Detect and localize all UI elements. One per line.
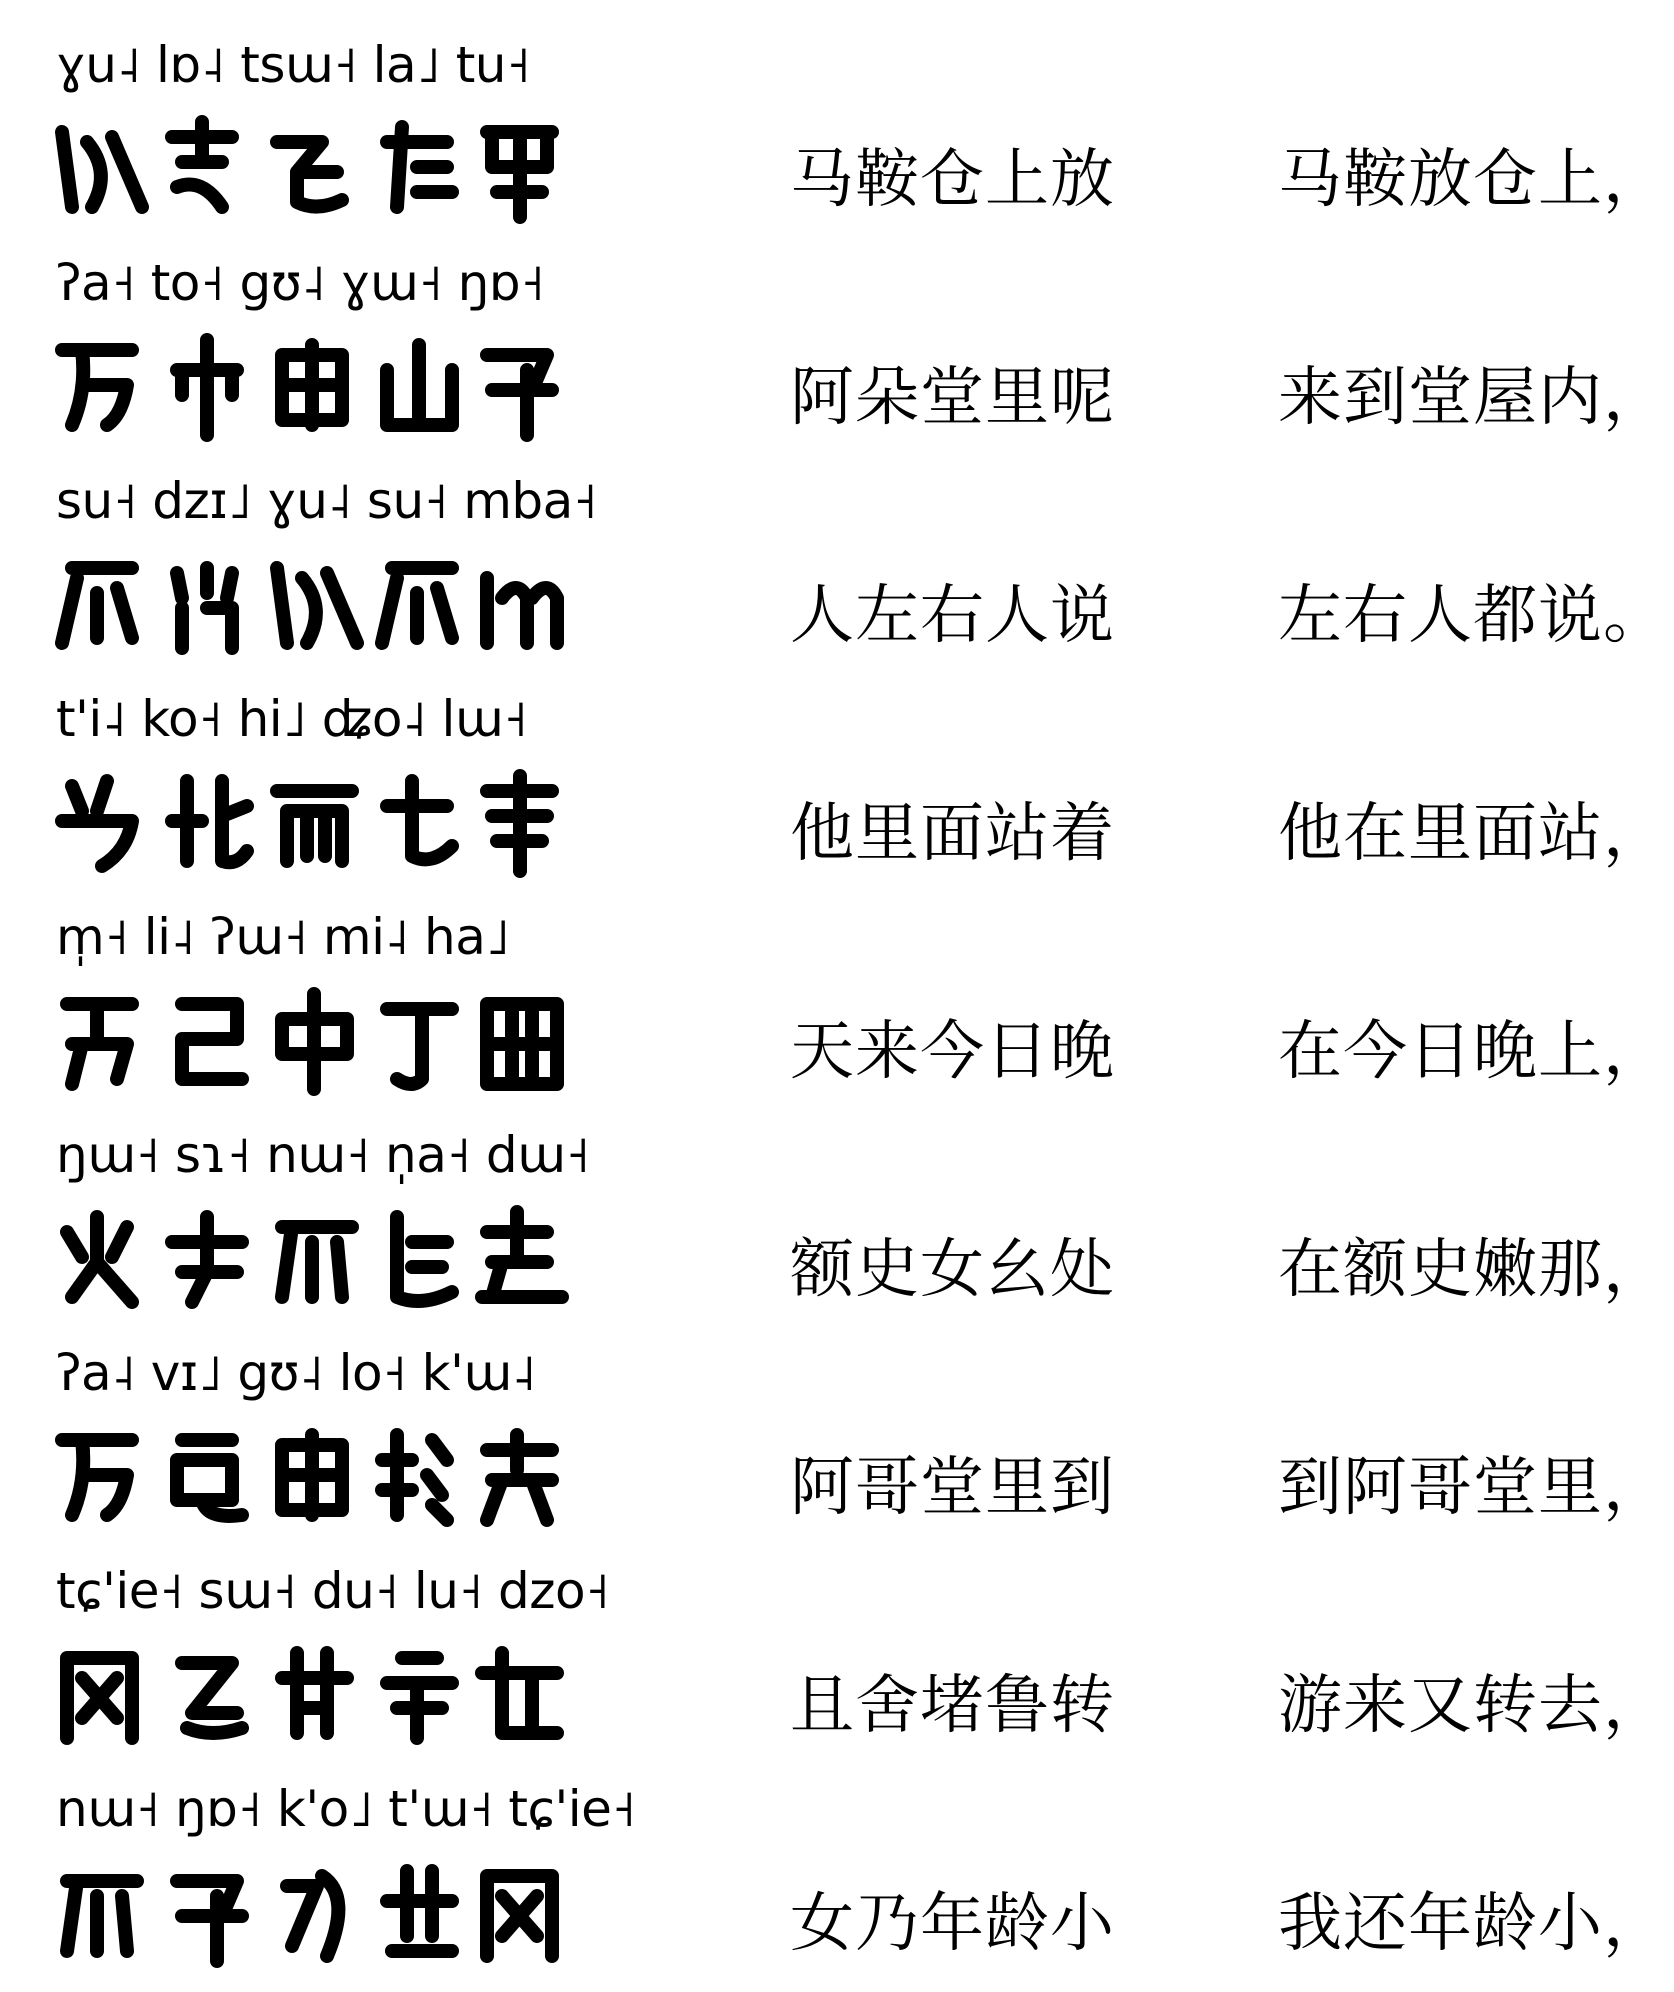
yi-glyph [177,568,232,648]
yi-glyph [172,1217,242,1302]
free-translation: 马鞍放仓上， [1278,143,1668,217]
literal-gloss: 人左右人说 [790,579,1115,653]
yi-glyph [177,1881,242,1961]
verse-line-7 [0,1338,1674,1556]
literal-gloss: 他里面站着 [790,797,1115,871]
yi-glyph [277,142,342,207]
yi-glyph [177,1440,242,1516]
literal-gloss: 天来今日晚 [790,1015,1115,1089]
verse-line-9 [0,1774,1674,1992]
verse-line-2 [0,248,1674,466]
yi-glyph [487,1004,557,1084]
yi-script-glyphs [52,112,612,232]
yi-glyph [282,1435,342,1515]
literal-gloss: 且舍堵鲁转 [790,1669,1115,1743]
ipa-transcription: ʔa˧ to˧ gʊ˨ ɣɯ˧ ŋɒ˧ [56,254,545,312]
yi-glyph [382,568,452,643]
yi-script-glyphs [52,330,612,450]
verse-line-5 [0,902,1674,1120]
yi-glyph [67,1881,137,1951]
yi-glyph [172,122,232,207]
yi-glyph [282,994,347,1089]
yi-glyph [387,781,452,859]
free-translation: 我还年龄小， [1278,1887,1668,1961]
literal-gloss: 阿朵堂里呢 [790,361,1115,435]
yi-glyph [177,340,237,435]
yi-glyph [482,1653,557,1733]
verse-line-4 [0,684,1674,902]
free-translation: 游来又转去， [1278,1669,1668,1743]
literal-gloss: 马鞍仓上放 [790,143,1115,217]
ipa-transcription: m̩˧ li˨ ʔɯ˧ mi˨ ha˩ [56,908,510,966]
yi-glyph [487,578,557,643]
yi-glyph [67,1004,132,1084]
yi-glyph [382,1435,447,1520]
ipa-transcription: ʔa˨ vɪ˩ gʊ˨ lo˧ k'ɯ˨ [56,1344,536,1402]
yi-script-glyphs [52,984,612,1104]
verse-line-1 [0,30,1674,248]
yi-script-glyphs [52,548,612,668]
literal-gloss: 额史女幺处 [790,1233,1115,1307]
yi-glyph [287,1876,338,1956]
ipa-transcription: su˧ dzɪ˩ ɣu˨ su˧ mba˧ [56,472,597,530]
yi-glyph [277,791,352,861]
yi-glyph [277,568,357,643]
yi-glyph [387,345,452,425]
free-translation: 在今日晚上， [1278,1015,1668,1089]
yi-script-glyphs [52,1202,612,1322]
yi-script-glyphs [52,766,612,886]
free-translation: 到阿哥堂里， [1278,1451,1668,1525]
ipa-transcription: ŋɯ˧ sɿ˧ nɯ˧ n̩a˧ dɯ˧ [56,1126,590,1184]
literal-gloss: 阿哥堂里到 [790,1451,1115,1525]
literal-gloss: 女乃年龄小 [790,1887,1115,1961]
yi-glyph [282,1227,352,1297]
yi-glyph [62,568,132,643]
verse-line-3 [0,466,1674,684]
ipa-transcription: nɯ˧ ŋɒ˧ k'o˩ t'ɯ˧ tɕ'ie˧ [56,1780,636,1838]
yi-script-glyphs [52,1420,612,1540]
ipa-transcription: tɕ'ie˧ sɯ˧ du˧ lu˧ dzo˧ [56,1562,610,1620]
yi-glyph [487,1435,552,1520]
yi-glyph [62,132,142,207]
yi-glyph [487,132,552,217]
yi-glyph [482,1212,562,1297]
ipa-transcription: ɣu˨ lɒ˨ tsɯ˧ la˩ tu˧ [56,36,531,94]
yi-glyph [397,1217,452,1301]
yi-glyph [62,350,132,425]
yi-glyph [67,1658,132,1738]
yi-glyph [62,1440,132,1515]
free-translation: 来到堂屋内， [1278,361,1668,435]
yi-glyph [62,781,132,866]
yi-glyph [282,1653,347,1733]
yi-glyph [487,355,552,435]
ipa-transcription: t'i˨ ko˧ hi˩ ʥo˨ lɯ˧ [56,690,528,748]
yi-glyph [487,776,552,871]
yi-glyph [487,1876,552,1956]
yi-glyph [67,1217,132,1302]
yi-script-glyphs [52,1856,612,1976]
yi-script-glyphs [52,1638,612,1758]
yi-glyph [182,1004,242,1079]
yi-glyph [387,127,452,207]
free-translation: 他在里面站， [1278,797,1668,871]
free-translation: 左右人都说。 [1278,579,1668,653]
yi-glyph [172,781,247,862]
yi-glyph [182,1663,242,1733]
verse-line-6 [0,1120,1674,1338]
free-translation: 在额史嫩那， [1278,1233,1668,1307]
yi-glyph [282,345,342,425]
yi-glyph [387,1009,452,1084]
yi-glyph [387,1658,452,1738]
yi-glyph [387,1871,452,1951]
verse-line-8 [0,1556,1674,1774]
